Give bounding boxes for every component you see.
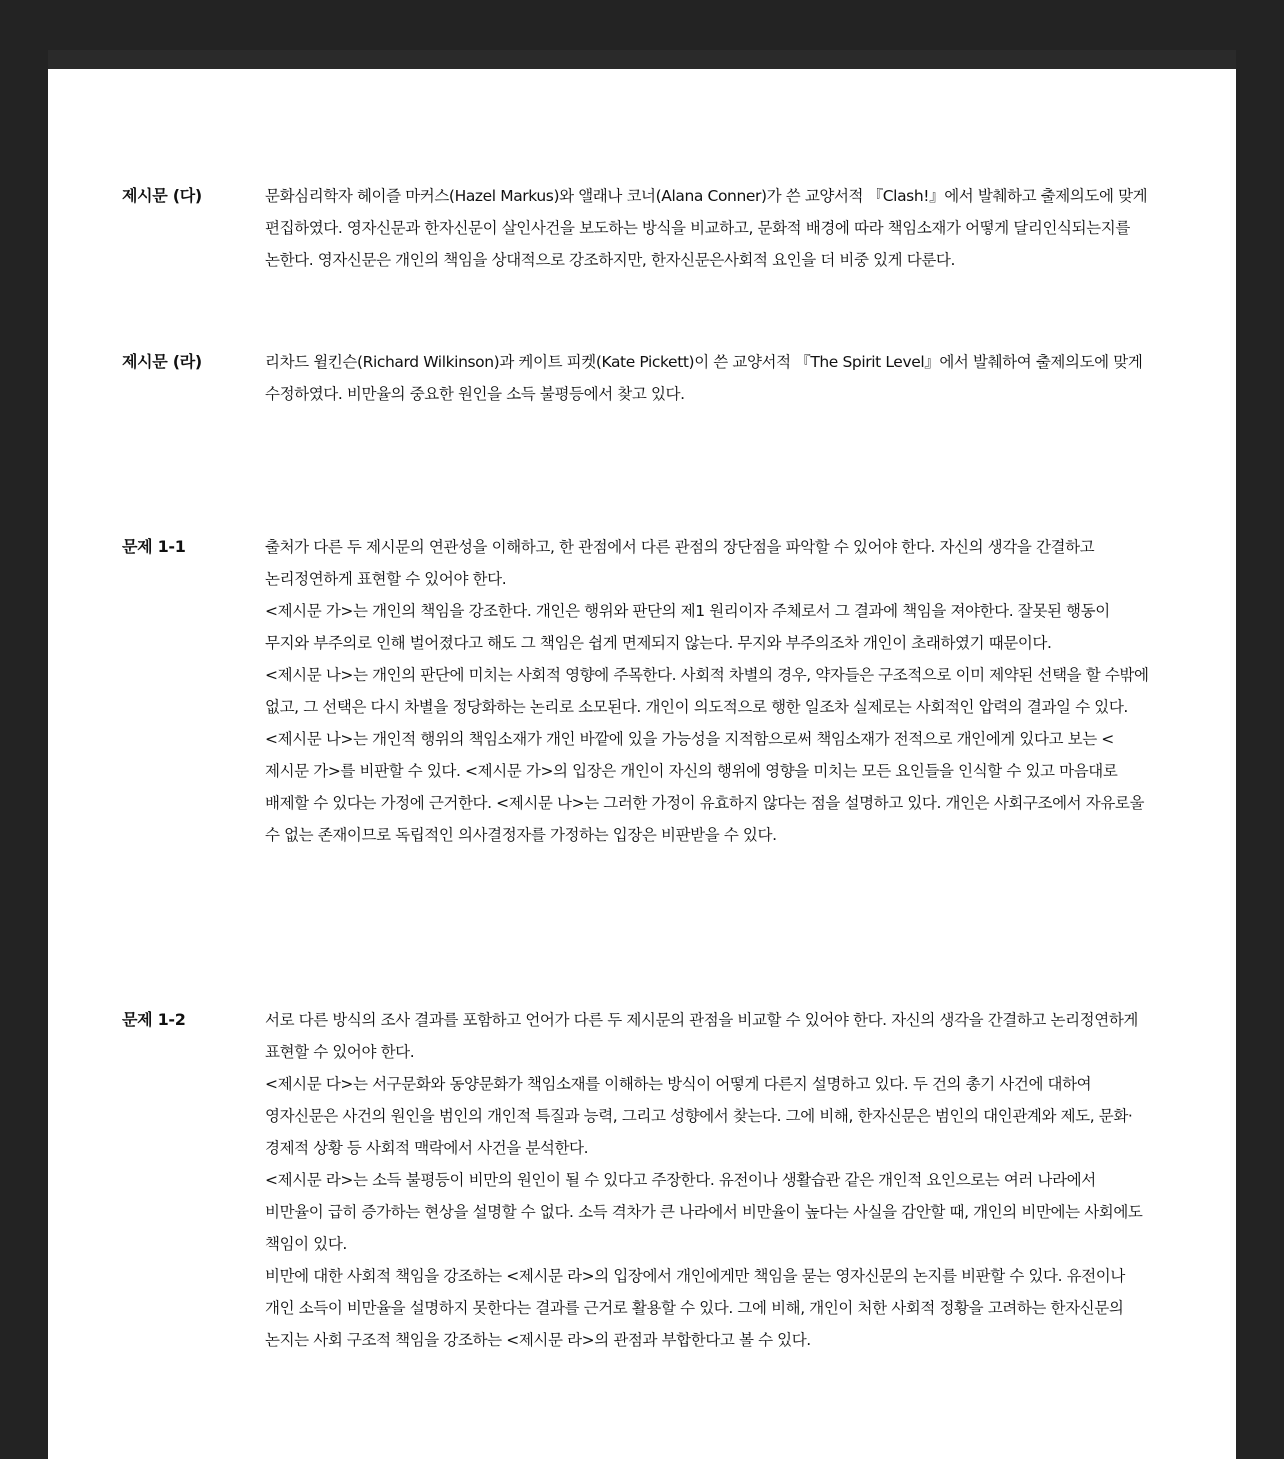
paragraph: <제시문 다>는 서구문화와 동양문화가 책임소재를 이해하는 방식이 어떻게 다른지 설명하고 있다. 두 건의 총기 사건에 대하여 영자신문은 사건의 원인을 범인의 개인적 특질과 능력, 그리고 성향에서 찾는다. 그에 비해, 한자신문은 범인의 대인관계와 제도, 문화·경제적 상황 등 사회적 맥락에서 사건을 분석한다. [265, 1075, 1133, 1157]
paragraph: <제시문 나>는 개인의 판단에 미치는 사회적 영향에 주목한다. 사회적 차별의 경우, 약자들은 구조적으로 이미 제약된 선택을 할 수밖에 없고, 그 선택은 다시 차별을 정당화하는 논리로 소모된다. 개인이 의도적으로 행한 일조차 실제로는 사회적인 압력의 결과일 수 있다. [265, 666, 1149, 716]
document-page [48, 69, 1236, 1459]
section-label: 문제 1-1 [122, 537, 186, 556]
section-body [265, 180, 1155, 276]
paragraph: <제시문 나>는 개인적 행위의 책임소재가 개인 바깥에 있을 가능성을 지적함으로써 책임소재가 전적으로 개인에게 있다고 보는 <제시문 가>를 비판할 수 있다. <제시문 가>의 입장은 개인이 자신의 행위에 영향을 미치는 모든 요인들을 인식할 수 있고 마음대로 배제할 수 있다는 가정에 근거한다. <제시문 나>는 그러한 가정이 유효하지 않다는 점을 설명하고 있다. 개인은 사회구조에서 자유로울 수 없는 존재이므로 독립적인 의사결정자를 가정하는 입장은 비판받을 수 있다. [265, 730, 1145, 844]
paragraph: <제시문 라>는 소득 불평등이 비만의 원인이 될 수 있다고 주장한다. 유전이나 생활습관 같은 개인적 요인으로는 여러 나라에서 비만율이 급히 증가하는 현상을 설명할 수 없다. 소득 격차가 큰 나라에서 비만율이 높다는 사실을 감안할 때, 개인의 비만에는 사회에도 책임이 있다. [265, 1171, 1143, 1253]
section-body [265, 531, 1155, 851]
section-body [265, 1004, 1155, 1356]
paragraph: 서로 다른 방식의 조사 결과를 포함하고 언어가 다른 두 제시문의 관점을 비교할 수 있어야 한다. 자신의 생각을 간결하고 논리정연하게 표현할 수 있어야 한다. [265, 1011, 1138, 1061]
page-frame-top [48, 50, 1236, 69]
section-body [265, 346, 1155, 410]
paragraph: <제시문 가>는 개인의 책임을 강조한다. 개인은 행위와 판단의 제1 원리이자 주체로서 그 결과에 책임을 져야한다. 잘못된 행동이 무지와 부주의로 인해 벌어졌다고 해도 그 책임은 쉽게 면제되지 않는다. 무지와 부주의조차 개인이 초래하였기 때문이다. [265, 602, 1110, 652]
section-label: 제시문 (라) [122, 352, 202, 371]
section-label: 제시문 (다) [122, 186, 202, 205]
paragraph: 리차드 윌킨슨(Richard Wilkinson)과 케이트 피켓(Kate Pickett)이 쓴 교양서적 『The Spirit Level』에서 발췌하여 출제의도에 맞게 수정하였다. 비만율의 중요한 원인을 소득 불평등에서 찾고 있다. [265, 353, 1143, 403]
paragraph: 출처가 다른 두 제시문의 연관성을 이해하고, 한 관점에서 다른 관점의 장단점을 파악할 수 있어야 한다. 자신의 생각을 간결하고 논리정연하게 표현할 수 있어야 한다. [265, 538, 1095, 588]
section-label: 문제 1-2 [122, 1010, 186, 1029]
paragraph: 비만에 대한 사회적 책임을 강조하는 <제시문 라>의 입장에서 개인에게만 책임을 묻는 영자신문의 논지를 비판할 수 있다. 유전이나 개인 소득이 비만율을 설명하지 못한다는 결과를 근거로 활용할 수 있다. 그에 비해, 개인이 처한 사회적 정황을 고려하는 한자신문의 논지는 사회 구조적 책임을 강조하는 <제시문 라>의 관점과 부합한다고 볼 수 있다. [265, 1267, 1125, 1349]
paragraph: 문화심리학자 헤이즐 마커스(Hazel Markus)와 앨래나 코너(Alana Conner)가 쓴 교양서적 『Clash!』에서 발췌하고 출제의도에 맞게 편집하였다. 영자신문과 한자신문이 살인사건을 보도하는 방식을 비교하고, 문화적 배경에 따라 책임소재가 어떻게 달리인식되는지를 논한다. 영자신문은 개인의 책임을 상대적으로 강조하지만, 한자신문은사회적 요인을 더 비중 있게 다룬다. [265, 187, 1148, 269]
